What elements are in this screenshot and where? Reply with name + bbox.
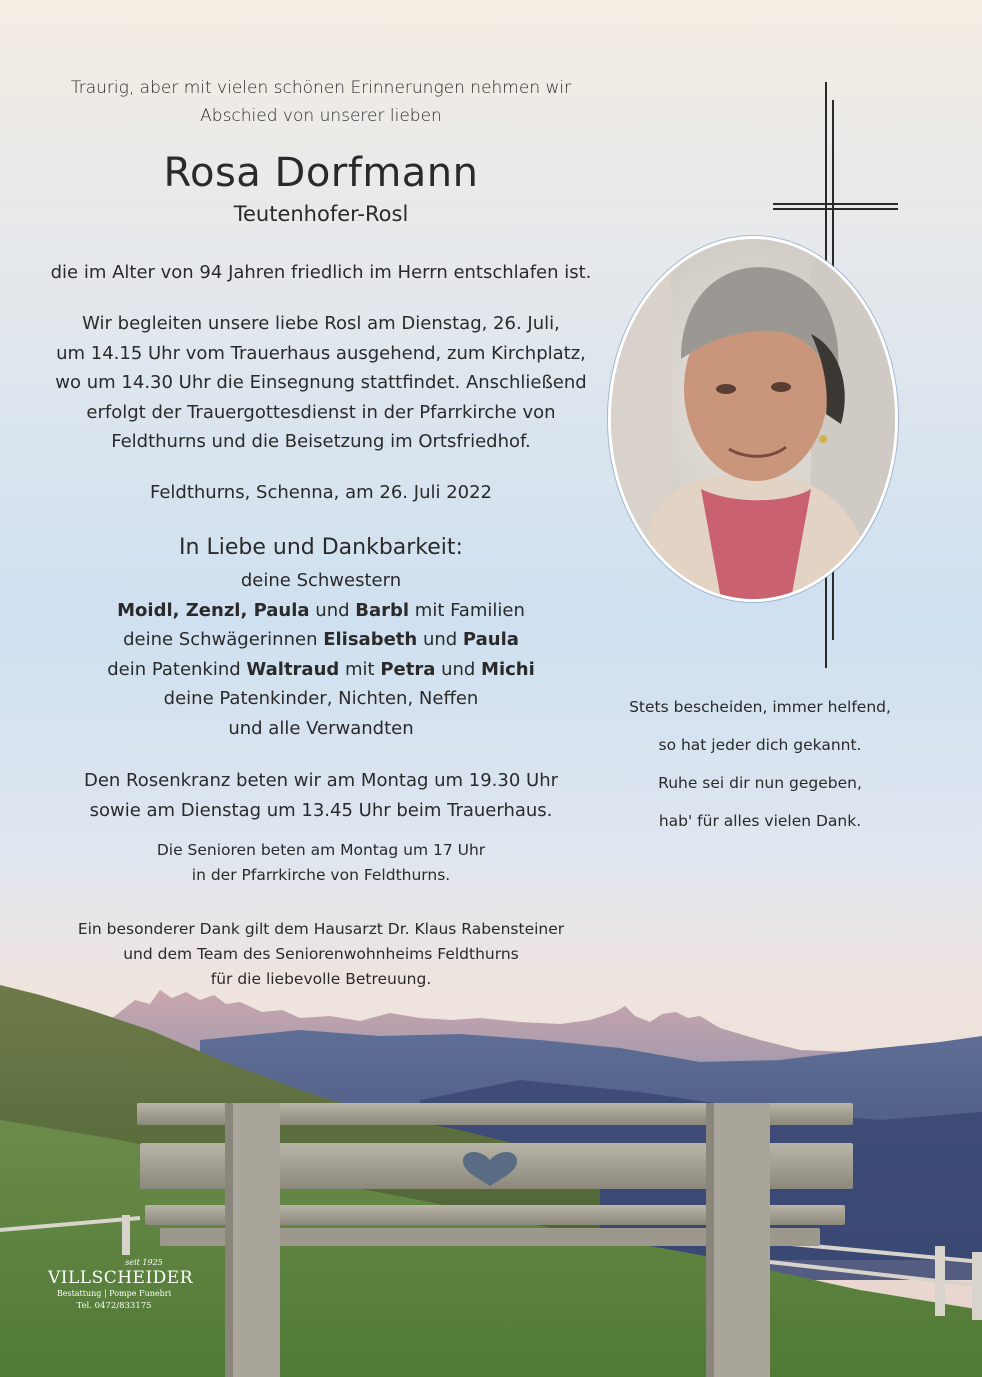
place-date: Feldthurns, Schenna, am 26. Juli 2022 bbox=[149, 482, 493, 503]
deceased-nickname: Teutenhofer-Rosl bbox=[233, 202, 409, 226]
mourner-text: und bbox=[417, 629, 463, 651]
verse-line: so hat jeder dich gekannt. bbox=[658, 736, 862, 754]
funeral-line: Wir begleiten unsere liebe Rosl am Dienstag, 26. Juli, bbox=[82, 313, 560, 334]
seniors-line: in der Pfarrkirche von Feldthurns. bbox=[191, 866, 451, 884]
mourner-line bbox=[40, 625, 602, 655]
thanks-line: und dem Team des Seniorenwohnheims Feldthurns bbox=[123, 945, 519, 963]
mourner-text: deine Schwestern bbox=[240, 570, 402, 591]
rosary-line: Den Rosenkranz beten wir am Montag um 19.30 Uhr bbox=[83, 770, 559, 791]
mourner-text: und bbox=[309, 599, 356, 621]
mourner-text: mit bbox=[339, 658, 381, 680]
mourner-line bbox=[40, 655, 602, 685]
mourner-line bbox=[40, 714, 602, 744]
verse-line: hab' für alles vielen Dank. bbox=[658, 812, 862, 830]
funeral-line: erfolgt der Trauergottesdienst in der Pfarrkirche von bbox=[86, 401, 556, 423]
funeral-line: wo um 14.30 Uhr die Einsegnung stattfindet. Anschließend bbox=[55, 372, 587, 393]
mourners-heading: In Liebe und Dankbarkeit: bbox=[179, 535, 463, 560]
portrait-photo bbox=[608, 236, 898, 602]
funeral-details bbox=[40, 309, 602, 457]
funeral-line: Feldthurns und die Beisetzung im Ortsfriedhof. bbox=[111, 431, 531, 452]
funeral-line: um 14.15 Uhr vom Trauerhaus ausgehend, zum Kirchplatz, bbox=[56, 342, 586, 364]
seniors-prayer bbox=[40, 838, 602, 888]
mourner-name: Paula bbox=[462, 629, 519, 651]
mourner-text: und bbox=[435, 658, 482, 680]
rosary-info bbox=[30, 766, 612, 825]
verse-line: Ruhe sei dir nun gegeben, bbox=[658, 774, 862, 792]
portrait-illustration bbox=[611, 239, 895, 599]
mourner-text: mit Familien bbox=[409, 599, 525, 621]
mourner-line bbox=[40, 596, 602, 626]
mourner-line bbox=[40, 684, 602, 714]
logo-since: seit 1925 bbox=[125, 1258, 163, 1267]
mourner-text: deine Patenkinder, Nichten, Neffen bbox=[163, 688, 479, 710]
mourner-text: dein Patenkind bbox=[107, 658, 247, 680]
logo-brand: VILLSCHEIDER bbox=[48, 1268, 194, 1288]
mourner-name: Moidl, Zenzl, Paula bbox=[117, 599, 310, 621]
deceased-name: Rosa Dorfmann bbox=[163, 150, 479, 196]
memorial-verse bbox=[620, 688, 900, 840]
intro-line-1: Traurig, aber mit vielen schönen Erinnerungen nehmen wir bbox=[70, 78, 572, 98]
death-announcement: die im Alter von 94 Jahren friedlich im Herrn entschlafen ist. bbox=[50, 262, 592, 283]
funeral-home-logo bbox=[48, 1258, 194, 1313]
rosary-line: sowie am Dienstag um 13.45 Uhr beim Trauerhaus. bbox=[89, 799, 553, 821]
thanks-note bbox=[20, 917, 622, 992]
intro-text bbox=[60, 74, 582, 130]
thanks-line: Ein besonderer Dank gilt dem Hausarzt Dr. Klaus Rabensteiner bbox=[77, 920, 565, 938]
mourner-line bbox=[40, 566, 602, 596]
intro-line-2: Abschied von unserer lieben bbox=[200, 106, 442, 126]
mourner-name: Barbl bbox=[355, 599, 410, 621]
mourner-name: Elisabeth bbox=[323, 629, 418, 651]
seniors-line: Die Senioren beten am Montag um 17 Uhr bbox=[156, 841, 486, 859]
verse-line: Stets bescheiden, immer helfend, bbox=[629, 698, 891, 716]
mourners-list bbox=[40, 566, 602, 744]
thanks-line: für die liebevolle Betreuung. bbox=[210, 970, 432, 988]
mourner-text: deine Schwägerinnen bbox=[123, 629, 324, 651]
mourner-name: Waltraud bbox=[246, 658, 340, 680]
mourner-name: Michi bbox=[481, 658, 535, 680]
mourner-name: Petra bbox=[380, 658, 436, 680]
logo-subtitle: Bestattung | Pompe Funebri bbox=[56, 1289, 172, 1298]
mourner-text: und alle Verwandten bbox=[228, 717, 414, 739]
logo-phone: Tel. 0472/833175 bbox=[76, 1301, 152, 1311]
